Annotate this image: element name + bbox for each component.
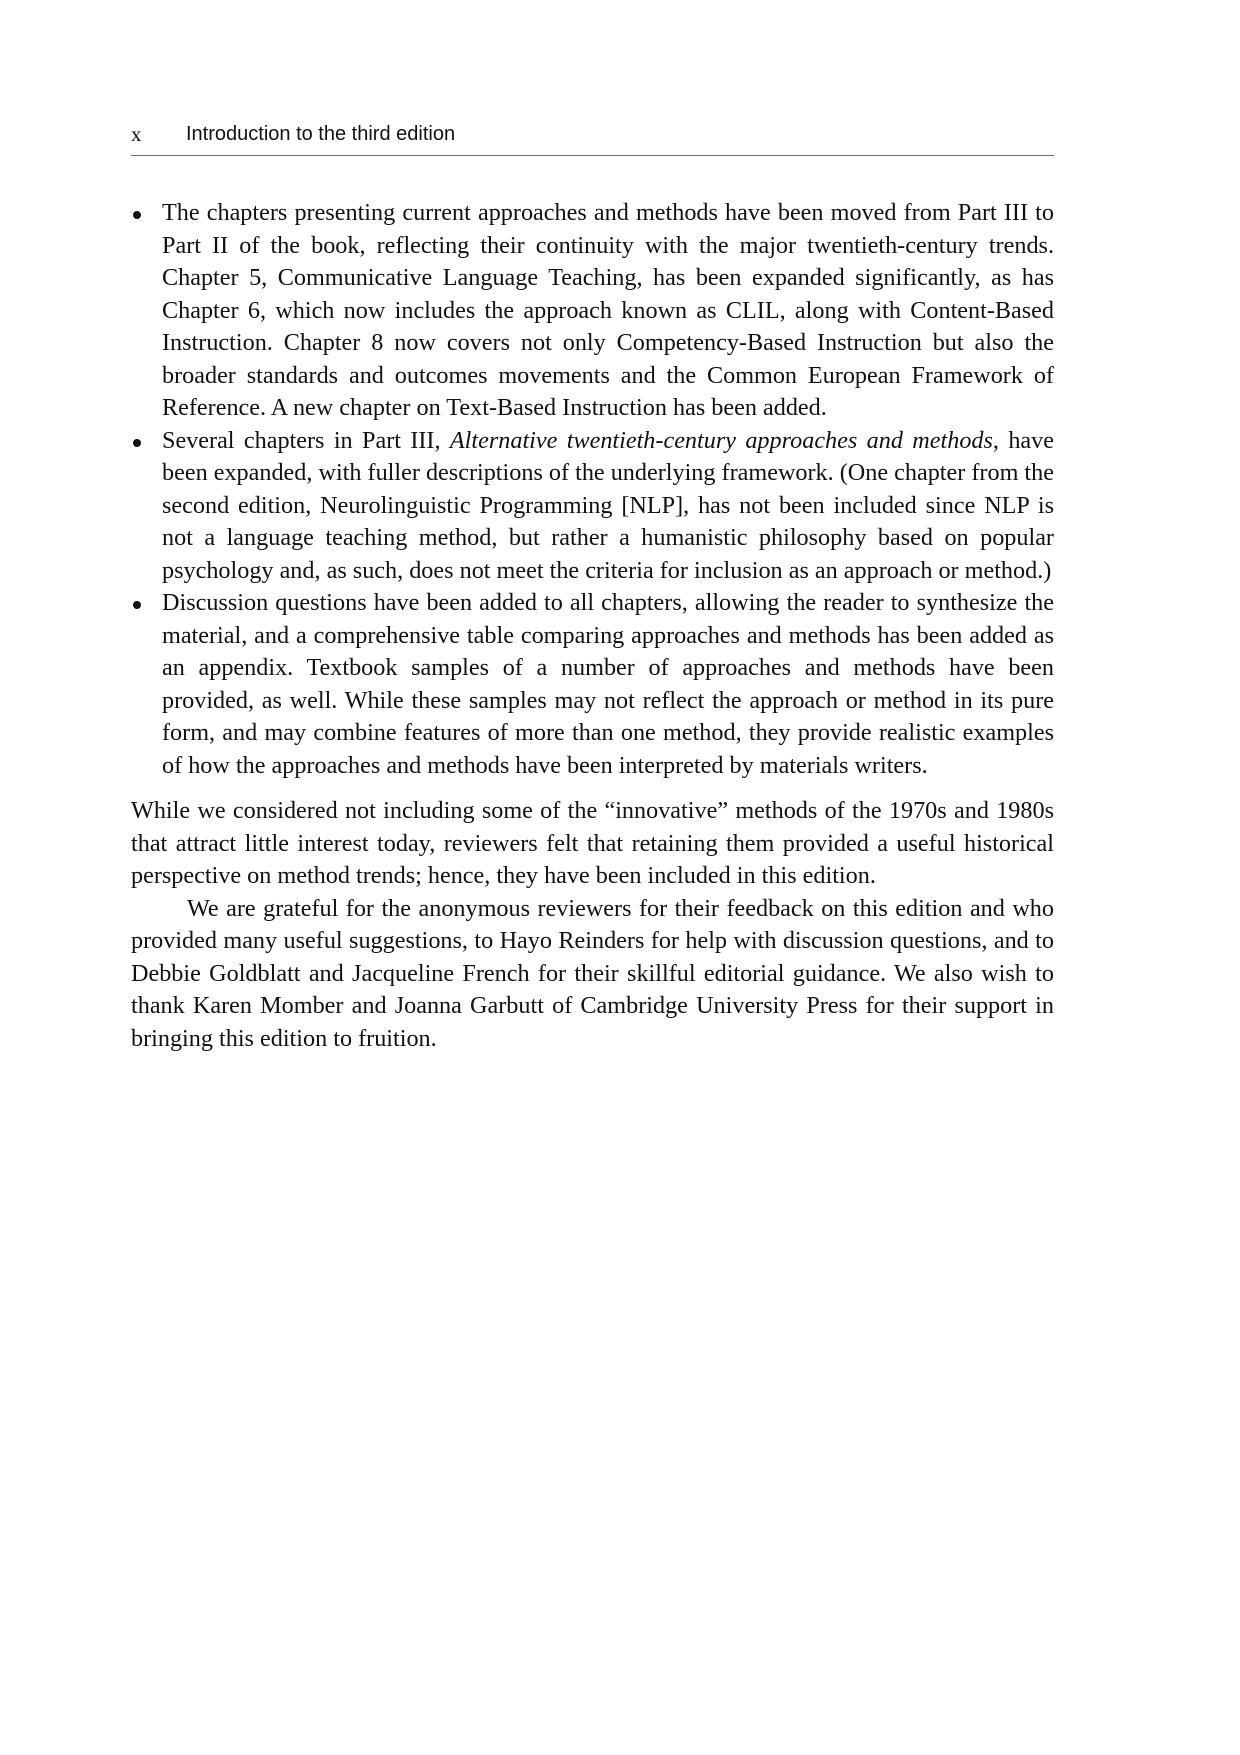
paragraph: While we considered not including some of the “innovative” methods of the 1970s and 1980s that attract little interest today, reviewers felt that retaining them provided a useful historical perspective on method trends; hence, they have been included in this edition.: [131, 797, 1054, 889]
bullet-text-start: Several chapters in Part III,: [162, 426, 450, 454]
bullet-text: The chapters presenting current approaches and methods have been moved from Part III to Part II of the book, reflecting their continuity with the major twentieth-century trends. Chapter 5, Communicative Language Teaching, has been expanded significantly, as has Chapter 6, which now includes the approach known as CLIL, along with Content-Based Instruction. Chapter 8 now covers not only Competency-Based Instruction but also the broader standards and outcomes movements and the Common European Framework of Reference. A new chapter on Text-Based Instruction has been added.: [162, 199, 1054, 421]
page-number: x: [131, 122, 142, 146]
bullet-text: Discussion questions have been added to all chapters, allowing the reader to synthesize the material, and a comprehensive table comparing approaches and methods has been added as an appendix. Textbook samples of a number of approaches and methods have been provided, as well. While these samples may not reflect the approach or method in its pure form, and may combine features of more than one method, they provide realistic examples of how the approaches and methods have been interpreted by materials writers.: [162, 589, 1054, 779]
body-text: [131, 197, 1054, 1055]
bullet-item: [131, 587, 1054, 782]
bullet-dot-icon: [133, 439, 141, 447]
bullet-item: [131, 197, 1054, 425]
running-head: [131, 122, 1054, 156]
part-title-italic: Alternative twentieth-century approaches and methods: [449, 426, 993, 454]
bullet-dot-icon: [133, 211, 141, 219]
paragraph: We are grateful for the anonymous reviewers for their feedback on this edition and who provided many useful suggestions, to Hayo Reinders for help with discussion questions, and to Debbie Goldblatt and Jacqueline French for their skillful editorial guidance. We also wish to thank Karen Momber and Joanna Garbutt of Cambridge University Press for their support in bringing this edition to fruition.: [131, 894, 1054, 1052]
bullet-list: [131, 197, 1054, 782]
running-title: Introduction to the third edition: [186, 123, 456, 145]
bullet-text-end: , have been expanded, with fuller descriptions of the underlying framework. (One chapter from the second edition, Neurolinguistic Programming [NLP], has not been included since NLP is not a language teaching method, but rather a humanistic philosophy based on popular psychology and, as such, does not meet the criteria for inclusion as an approach or method.): [162, 426, 1054, 584]
bullet-dot-icon: [133, 601, 141, 609]
bullet-item: [131, 425, 1054, 588]
